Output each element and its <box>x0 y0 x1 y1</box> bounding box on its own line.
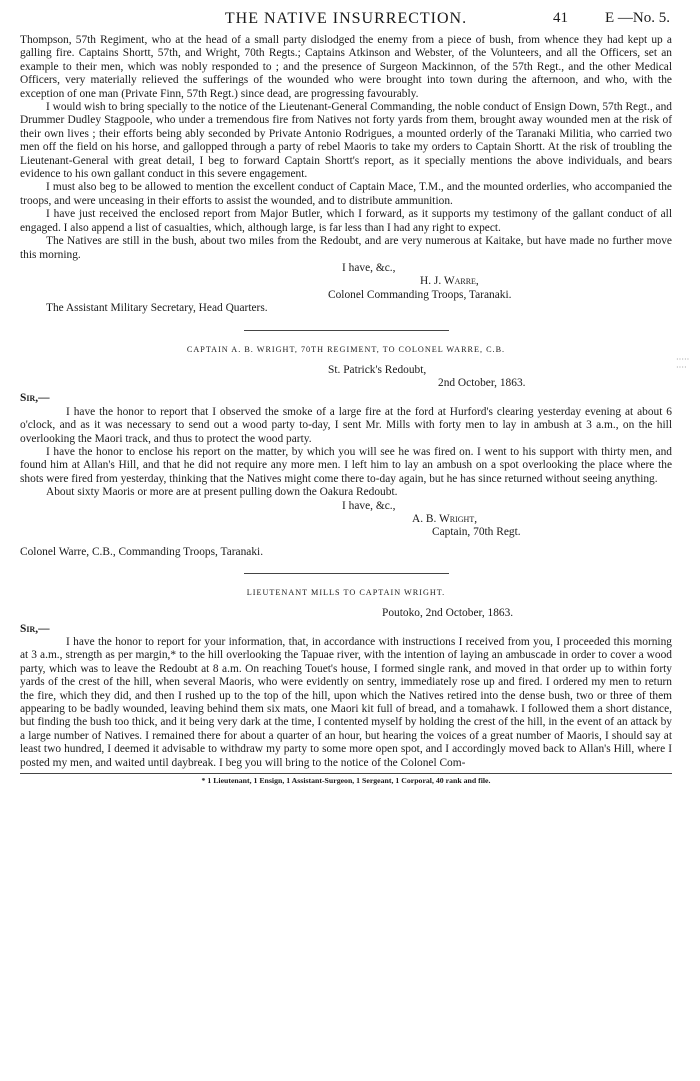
paragraph: About sixty Maoris or more are at present pulling down the Oakura Redoubt. <box>46 486 398 499</box>
section-divider <box>244 330 449 331</box>
signer-name: H. J. Warre, <box>420 275 479 288</box>
margin-mark: ····· ···· <box>676 355 690 372</box>
closing: I have, &c., <box>342 499 396 512</box>
letter-place: St. Patrick's Redoubt, <box>328 363 427 376</box>
paragraph: I would wish to bring specially to the notice of the Lieutenant-General Commanding, the noble conduct of Ensign Down, 57th Regt., and Drummer Dudley Stagpoole, who under a tremendous fire from Natives not forty yards from them, brought away wounded men at the risk of their own lives ; their efforts being ably seconded by Private Antonio Rodrigues, a mounted orderly of the Taranaki Militia, who carried two men off the field on his horse, and gallopped through a party of rebel Maoris to take my orders to Captain Shortt. At the risk of troubling the Lieutenant-General with great detail, I beg to forward Captain Shortt's report, as it specially mentions the above individuals, and bears evidence to his own gallant conduct in this severe engagement. <box>20 101 672 181</box>
paragraph: The Natives are still in the bush, about two miles from the Redoubt, and are very numerous at Kaitake, but have made no further move this morning. <box>20 235 672 261</box>
signer-title: Captain, 70th Regt. <box>432 526 521 539</box>
letter-warre <box>20 34 672 316</box>
letter-date: 2nd October, 1863. <box>438 376 526 389</box>
letter-heading: LIEUTENANT MILLS TO CAPTAIN WRIGHT. <box>246 588 446 598</box>
paragraph: I have just received the enclosed report from Major Butler, which I forward, as it supports my testimony of the gallant conduct of all engaged. I also append a list of casualties, which, although large, is far less than I had any right to expect. <box>20 208 672 234</box>
section-divider <box>244 573 449 574</box>
letter-heading: CAPTAIN A. B. WRIGHT, 70TH REGIMENT, TO COLONEL WARRE, C.B. <box>186 344 506 354</box>
paragraph: I must also beg to be allowed to mention the excellent conduct of Captain Mace, T.M., and the mounted orderlies, who accompanied the troops, and were unceasing in their efforts to assist the wounded, and to distribute ammunition. <box>20 181 672 207</box>
addressee: Colonel Warre, C.B., Commanding Troops, Taranaki. <box>20 545 264 558</box>
paragraph: I have the honor to report for your information, that, in accordance with instructions I received from you, I proceeded this morning at 3 a.m., strength as per margin,* to the hill overlooking the Tapuae river, with the intention of laying an ambuscade in order to cover a wood party, which was to leave the Redoubt at 8 a.m. On reaching Touet's house, I formed single rank, and moved in that order up to within forty yards of the crest of the hill, when several Maoris, who were evidently on sentry, immediately rose up and fired. I ordered my men to return the fire, which they did, and then I rushed up to the top of the hill, upon which the Natives retired into the dense bush, two or three of them appearing to be badly wounded, leaving behind them six mats, one Maori kit full of bread, and a tomahawk. I followed them a short distance, but finding the bush too thick, and it being very dark at the time, I contented myself by holding the crest of the hill, in the event of an attack by a large number of Natives. I remained there for about a quarter of an hour, but hearing the voices of a great number of Maoris, I should say at least two hundred, I deemed it advisable to withdraw my party to some more open spot, and I accordingly moved back to Allan's Hill, where I posted my men, and waited until daybreak. I beg you will bring to the notice of the Colonel Com- <box>20 636 672 769</box>
paragraph: I have the honor to report that I observed the smoke of a large fire at the ford at Hurford's clearing yesterday evening at about 6 o'clock, and as it was necessary to send out a wood party to-day, I sent Mr. Mills with forty men to lay in ambush at 3 a.m., on the hill overlooking the Maori track, and thus to protect the wood party. <box>20 405 672 445</box>
salutation: Sir,— <box>20 392 50 405</box>
letter-wright <box>20 345 672 560</box>
document-reference: E —No. 5. <box>605 10 670 26</box>
page-number: 41 <box>553 10 568 26</box>
paragraph: I have the honor to enclose his report on the matter, by which you will see he was fired on. I went to his support with thirty men, and found him at Allan's Hill, and that he did not require any more men. I left him to lay an ambush on a spot overlooking the place where the shots were fired from yesterday, thinking that the Natives might come there to-day again, but he has since returned without seeing anything. <box>20 445 672 485</box>
footnote-divider <box>20 773 672 774</box>
letter-mills <box>20 588 672 770</box>
addressee: The Assistant Military Secretary, Head Quarters. <box>46 302 268 315</box>
closing: I have, &c., <box>342 261 396 274</box>
running-title: THE NATIVE INSURRECTION. <box>224 10 468 27</box>
page-header <box>20 8 672 34</box>
signer-name: A. B. Wright, <box>412 513 478 525</box>
document-page <box>20 8 672 785</box>
salutation: Sir,— <box>20 622 50 635</box>
letter-place-date: Poutoko, 2nd October, 1863. <box>382 607 514 620</box>
paragraph: Thompson, 57th Regiment, who at the head of a small party dislodged the enemy from a piece of bush, from whence they had kept up a galling fire. Captains Shortt, 57th, and Wright, 70th Regts.; Captains Atkinson and Webster, of the Volunteers, and all the Officers, set an example to their men, which was nobly responded to ; and the presence of Surgeon Mackinnon, of the 57th Regt., and the other Medical Officers, very materially relieved the sufferings of the wounded who were brought into town during the afternoon, and who, with the exception of one man (Private Finn, 57th Regt.) since dead, are progressing favourably. <box>20 34 672 100</box>
footnote: * 1 Lieutenant, 1 Ensign, 1 Assistant-Surgeon, 1 Sergeant, 1 Corporal, 40 rank and file. <box>201 776 491 786</box>
signer-title: Colonel Commanding Troops, Taranaki. <box>328 288 512 301</box>
